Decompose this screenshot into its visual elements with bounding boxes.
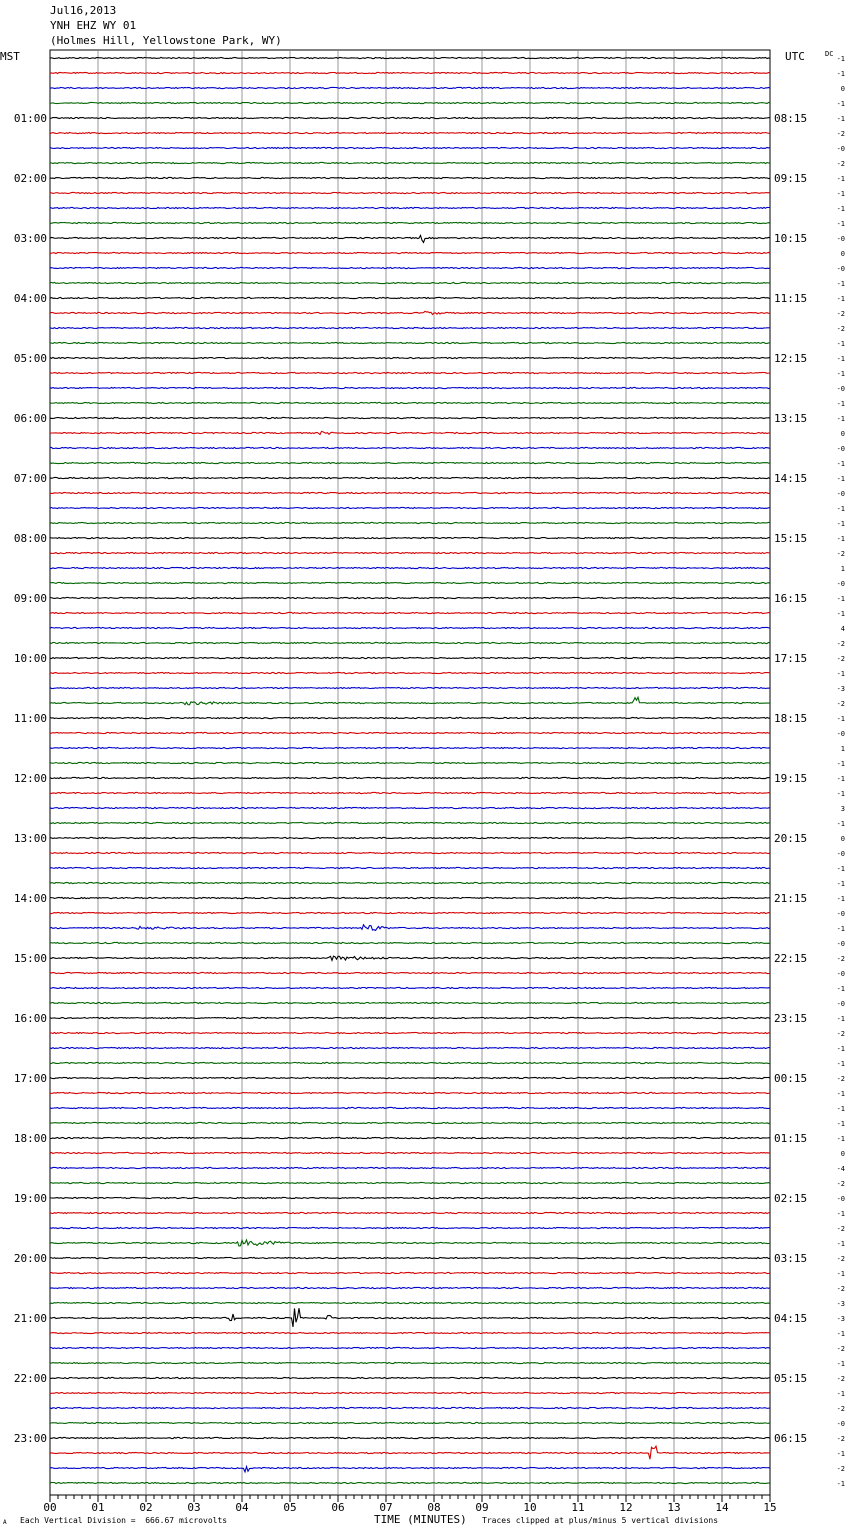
- seismic-trace: [50, 1047, 770, 1048]
- dc-offset-label: 4: [840, 625, 845, 633]
- seismic-trace: [50, 972, 770, 973]
- utc-hour-label: 03:15: [774, 1252, 808, 1265]
- seismic-trace: [50, 867, 770, 868]
- seismic-trace: [50, 1032, 770, 1033]
- dc-offset-label: -4: [836, 1165, 845, 1173]
- dc-offset-label: -1: [836, 1120, 845, 1128]
- dc-offset-label: -2: [836, 550, 845, 558]
- mst-hour-label: 09:00: [13, 592, 47, 605]
- seismic-trace: [50, 1422, 770, 1423]
- dc-offset-label: -0: [836, 265, 845, 273]
- utc-hour-label: 22:15: [774, 952, 808, 965]
- x-tick-label: 08: [427, 1501, 441, 1514]
- seismic-trace: [50, 1062, 770, 1063]
- mst-hour-label: 06:00: [13, 412, 47, 425]
- clip-note: Traces clipped at plus/minus 5 vertical divisions: [482, 1516, 719, 1525]
- dc-offset-label: -1: [836, 520, 845, 528]
- utc-hour-label: 12:15: [774, 352, 808, 365]
- seismic-trace: [50, 912, 770, 913]
- x-tick-label: 07: [379, 1501, 393, 1514]
- x-axis-label: TIME (MINUTES): [374, 1513, 467, 1526]
- seismic-trace: [50, 417, 770, 418]
- seismic-trace: [50, 87, 770, 88]
- dc-offset-label: -1: [836, 370, 845, 378]
- dc-offset-label: -1: [836, 985, 845, 993]
- mst-hour-label: 02:00: [13, 172, 47, 185]
- dc-offset-label: -2: [836, 1345, 845, 1353]
- x-tick-label: 03: [187, 1501, 201, 1514]
- mst-hour-label: 23:00: [13, 1432, 47, 1445]
- seismic-trace: [50, 1347, 770, 1348]
- mst-hour-label: 14:00: [13, 892, 47, 905]
- dc-offset-label: -2: [836, 1465, 845, 1473]
- dc-offset-label: -2: [836, 1285, 845, 1293]
- mst-hour-label: 12:00: [13, 772, 47, 785]
- seismic-trace: [50, 387, 770, 388]
- seismic-trace: [50, 747, 770, 748]
- dc-offset-label: -2: [836, 325, 845, 333]
- plot-frame: [50, 50, 770, 1495]
- utc-hour-label: 08:15: [774, 112, 808, 125]
- seismic-trace: [50, 235, 770, 242]
- dc-offset-label: -1: [836, 790, 845, 798]
- mst-hour-label: 08:00: [13, 532, 47, 545]
- seismic-trace: [50, 925, 770, 931]
- seismic-trace: [50, 1017, 770, 1018]
- seismic-trace: [50, 657, 770, 658]
- seismic-trace: [50, 431, 770, 434]
- dc-offset-label: -1: [836, 55, 845, 63]
- dc-offset-label: -1: [836, 1480, 845, 1488]
- right-timezone-label: UTC: [785, 50, 805, 63]
- dc-offset-label: -1: [836, 895, 845, 903]
- dc-offset-label: -1: [836, 925, 845, 933]
- mst-hour-label: 18:00: [13, 1132, 47, 1145]
- mst-hour-label: 16:00: [13, 1012, 47, 1025]
- dc-offset-label: -3: [836, 685, 845, 693]
- utc-hour-label: 21:15: [774, 892, 808, 905]
- mst-hour-label: 03:00: [13, 232, 47, 245]
- station-code: YNH EHZ WY 01: [50, 19, 137, 32]
- seismic-trace: [50, 267, 770, 268]
- seismic-trace: [50, 882, 770, 883]
- utc-hour-label: 01:15: [774, 1132, 808, 1145]
- dc-offset-label: -0: [836, 145, 845, 153]
- dc-offset-label: -0: [836, 385, 845, 393]
- seismic-trace: [50, 1167, 770, 1168]
- dc-offset-label: -2: [836, 655, 845, 663]
- utc-hour-label: 02:15: [774, 1192, 808, 1205]
- seismic-trace: [50, 1377, 770, 1378]
- dc-offset-label: -1: [836, 670, 845, 678]
- x-tick-label: 01: [91, 1501, 105, 1514]
- mst-hour-label: 15:00: [13, 952, 47, 965]
- scale-mark: A: [3, 1519, 7, 1526]
- dc-offset-label: -1: [836, 175, 845, 183]
- dc-offset-label: -1: [836, 610, 845, 618]
- utc-hour-label: 06:15: [774, 1432, 808, 1445]
- dc-offset-label: 0: [840, 85, 845, 93]
- dc-offset-label: -1: [836, 1210, 845, 1218]
- utc-hour-label: 04:15: [774, 1312, 808, 1325]
- dc-offset-label: -1: [836, 1060, 845, 1068]
- dc-offset-label: -0: [836, 850, 845, 858]
- dc-offset-label: -1: [836, 880, 845, 888]
- seismic-trace: [50, 357, 770, 358]
- seismic-trace: [50, 1287, 770, 1288]
- mst-hour-label: 19:00: [13, 1192, 47, 1205]
- seismic-trace: [50, 717, 770, 718]
- dc-offset-label: -1: [836, 295, 845, 303]
- seismic-trace: [50, 987, 770, 988]
- seismic-trace: [50, 342, 770, 343]
- seismic-trace: [50, 207, 770, 208]
- utc-hour-label: 10:15: [774, 232, 808, 245]
- seismic-trace: [50, 537, 770, 538]
- mst-hour-label: 17:00: [13, 1072, 47, 1085]
- dc-offset-label: -1: [836, 760, 845, 768]
- mst-hour-label: 11:00: [13, 712, 47, 725]
- seismic-trace: [50, 1227, 770, 1228]
- seismic-trace: [50, 147, 770, 148]
- dc-offset-label: -1: [836, 355, 845, 363]
- dc-offset-label: -1: [836, 205, 845, 213]
- seismic-trace: [50, 252, 770, 253]
- seismic-trace: [50, 297, 770, 298]
- utc-hour-label: 17:15: [774, 652, 808, 665]
- seismic-trace: [50, 1092, 770, 1093]
- dc-offset-label: -1: [836, 1270, 845, 1278]
- seismic-trace: [50, 162, 770, 163]
- mst-hour-label: 01:00: [13, 112, 47, 125]
- seismic-trace: [50, 447, 770, 448]
- seismic-trace: [50, 1467, 770, 1472]
- dc-offset-label: 0: [840, 250, 845, 258]
- seismic-trace: [50, 1240, 770, 1246]
- dc-offset-label: -3: [836, 1300, 845, 1308]
- dc-offset-label: -0: [836, 1195, 845, 1203]
- dc-offset-label: -2: [836, 160, 845, 168]
- utc-hour-label: 20:15: [774, 832, 808, 845]
- dc-offset-label: -1: [836, 505, 845, 513]
- dc-offset-label: 1: [840, 565, 845, 573]
- dc-offset-label: -1: [836, 1135, 845, 1143]
- dc-offset-label: -2: [836, 1405, 845, 1413]
- dc-offset-label: -1: [836, 340, 845, 348]
- seismic-trace: [50, 462, 770, 463]
- station-date: Jul16,2013: [50, 4, 117, 17]
- seismic-trace: [50, 582, 770, 583]
- dc-offset-label: -2: [836, 640, 845, 648]
- dc-offset-label: -1: [836, 415, 845, 423]
- dc-offset-label: -0: [836, 445, 845, 453]
- seismic-trace: [50, 942, 770, 943]
- dc-offset-label: -1: [836, 1390, 845, 1398]
- utc-hour-label: 23:15: [774, 1012, 808, 1025]
- mst-hour-label: 21:00: [13, 1312, 47, 1325]
- utc-hour-label: 11:15: [774, 292, 808, 305]
- dc-offset-label: -2: [836, 1030, 845, 1038]
- x-tick-label: 06: [331, 1501, 345, 1514]
- seismic-trace: [50, 477, 770, 478]
- dc-offset-label: -1: [836, 1015, 845, 1023]
- dc-offset-label: -1: [836, 100, 845, 108]
- seismic-trace: [50, 117, 770, 118]
- seismic-trace: [50, 492, 770, 493]
- x-tick-label: 12: [619, 1501, 633, 1514]
- seismic-trace: [50, 1308, 770, 1327]
- dc-offset-label: 0: [840, 430, 845, 438]
- x-tick-label: 04: [235, 1501, 249, 1514]
- x-tick-label: 09: [475, 1501, 489, 1514]
- dc-offset-label: -1: [836, 535, 845, 543]
- seismic-trace: [50, 822, 770, 823]
- utc-hour-label: 09:15: [774, 172, 808, 185]
- dc-offset-label: 0: [840, 835, 845, 843]
- dc-offset-label: -1: [836, 1330, 845, 1338]
- seismic-trace: [50, 522, 770, 523]
- seismic-trace: [50, 1137, 770, 1138]
- dc-label: DC: [825, 50, 834, 58]
- dc-offset-label: -1: [836, 400, 845, 408]
- dc-offset-label: -1: [836, 1045, 845, 1053]
- seismic-trace: [50, 642, 770, 643]
- dc-offset-label: -0: [836, 1420, 845, 1428]
- dc-offset-label: -1: [836, 820, 845, 828]
- x-tick-label: 00: [43, 1501, 57, 1514]
- dc-offset-label: -0: [836, 940, 845, 948]
- x-tick-label: 05: [283, 1501, 297, 1514]
- seismic-trace: [50, 687, 770, 688]
- seismic-trace: [50, 567, 770, 568]
- dc-offset-label: -1: [836, 1360, 845, 1368]
- dc-offset-label: 1: [840, 745, 845, 753]
- dc-offset-label: -1: [836, 1240, 845, 1248]
- seismic-trace: [50, 627, 770, 628]
- seismic-trace: [50, 956, 770, 960]
- dc-offset-label: -1: [836, 775, 845, 783]
- seismic-trace: [50, 177, 770, 178]
- dc-offset-label: -2: [836, 700, 845, 708]
- mst-hour-label: 05:00: [13, 352, 47, 365]
- x-tick-label: 15: [763, 1501, 777, 1514]
- dc-offset-label: -1: [836, 1090, 845, 1098]
- dc-offset-label: -0: [836, 490, 845, 498]
- utc-hour-label: 16:15: [774, 592, 808, 605]
- seismic-trace: [50, 1182, 770, 1183]
- x-tick-label: 11: [571, 1501, 585, 1514]
- seismic-trace: [50, 732, 770, 733]
- dc-offset-label: 0: [840, 1150, 845, 1158]
- scale-note: Each Vertical Division = 666.67 microvolts: [20, 1516, 228, 1525]
- seismic-trace: [50, 132, 770, 133]
- dc-offset-label: -0: [836, 730, 845, 738]
- mst-hour-label: 22:00: [13, 1372, 47, 1385]
- dc-offset-label: -2: [836, 130, 845, 138]
- seismic-trace: [50, 1002, 770, 1003]
- dc-offset-label: -1: [836, 475, 845, 483]
- seismic-trace: [50, 897, 770, 898]
- dc-offset-label: -0: [836, 970, 845, 978]
- utc-hour-label: 14:15: [774, 472, 808, 485]
- dc-offset-label: -0: [836, 1000, 845, 1008]
- seismic-trace: [50, 222, 770, 223]
- seismic-trace: [50, 777, 770, 778]
- seismic-trace: [50, 72, 770, 73]
- dc-offset-label: -1: [836, 460, 845, 468]
- seismic-trace: [50, 1122, 770, 1123]
- dc-offset-label: -2: [836, 1075, 845, 1083]
- seismic-trace: [50, 807, 770, 808]
- dc-offset-label: -3: [836, 1315, 845, 1323]
- seismic-trace: [50, 1437, 770, 1438]
- dc-offset-label: -1: [836, 190, 845, 198]
- seismic-trace: [50, 1152, 770, 1153]
- dc-offset-label: -0: [836, 910, 845, 918]
- mst-hour-label: 10:00: [13, 652, 47, 665]
- dc-offset-label: -0: [836, 235, 845, 243]
- station-location: (Holmes Hill, Yellowstone Park, WY): [50, 34, 282, 47]
- utc-hour-label: 05:15: [774, 1372, 808, 1385]
- seismic-trace: [50, 402, 770, 403]
- dc-offset-label: -1: [836, 220, 845, 228]
- utc-hour-label: 18:15: [774, 712, 808, 725]
- seismic-trace: [50, 507, 770, 508]
- mst-hour-label: 20:00: [13, 1252, 47, 1265]
- mst-hour-label: 04:00: [13, 292, 47, 305]
- dc-offset-label: -2: [836, 1180, 845, 1188]
- x-tick-label: 10: [523, 1501, 537, 1514]
- dc-offset-label: -1: [836, 280, 845, 288]
- seismic-trace: [50, 1362, 770, 1363]
- seismic-trace: [50, 1302, 770, 1303]
- utc-hour-label: 13:15: [774, 412, 808, 425]
- seismic-trace: [50, 1332, 770, 1333]
- dc-offset-label: -1: [836, 1450, 845, 1458]
- seismic-trace: [50, 311, 770, 314]
- dc-offset-label: -1: [836, 715, 845, 723]
- seismic-trace: [50, 282, 770, 283]
- seismic-trace: [50, 697, 770, 705]
- seismic-trace: [50, 852, 770, 853]
- mst-hour-label: 07:00: [13, 472, 47, 485]
- mst-hour-label: 13:00: [13, 832, 47, 845]
- seismic-trace: [50, 672, 770, 673]
- left-timezone-label: MST: [0, 50, 20, 63]
- utc-hour-label: 19:15: [774, 772, 808, 785]
- seismic-trace: [50, 102, 770, 103]
- seismic-trace: [50, 57, 770, 58]
- x-tick-label: 13: [667, 1501, 681, 1514]
- seismic-trace: [50, 1212, 770, 1213]
- seismic-trace: [50, 1407, 770, 1408]
- seismic-trace: [50, 762, 770, 763]
- seismic-trace: [50, 1446, 770, 1459]
- seismic-trace: [50, 1077, 770, 1078]
- dc-offset-label: -2: [836, 1375, 845, 1383]
- seismic-trace: [50, 1257, 770, 1258]
- dc-offset-label: -1: [836, 1105, 845, 1113]
- seismic-trace: [50, 612, 770, 613]
- seismic-trace: [50, 1197, 770, 1198]
- dc-offset-label: -2: [836, 1435, 845, 1443]
- x-tick-label: 14: [715, 1501, 729, 1514]
- dc-offset-label: -1: [836, 115, 845, 123]
- dc-offset-label: -1: [836, 865, 845, 873]
- seismic-trace: [50, 552, 770, 553]
- dc-offset-label: -0: [836, 580, 845, 588]
- seismic-trace: [50, 327, 770, 328]
- dc-offset-label: -1: [836, 595, 845, 603]
- utc-hour-label: 00:15: [774, 1072, 808, 1085]
- utc-hour-label: 15:15: [774, 532, 808, 545]
- seismic-trace: [50, 372, 770, 373]
- dc-offset-label: -2: [836, 955, 845, 963]
- x-tick-label: 02: [139, 1501, 153, 1514]
- seismic-trace: [50, 1392, 770, 1393]
- seismic-trace: [50, 792, 770, 793]
- dc-offset-label: -2: [836, 1225, 845, 1233]
- dc-offset-label: -1: [836, 70, 845, 78]
- seismic-trace: [50, 192, 770, 193]
- dc-offset-label: -2: [836, 310, 845, 318]
- seismic-trace: [50, 1107, 770, 1108]
- seismic-trace: [50, 1482, 770, 1483]
- seismic-trace: [50, 1272, 770, 1273]
- seismic-trace: [50, 597, 770, 598]
- dc-offset-label: -2: [836, 1255, 845, 1263]
- seismic-trace: [50, 837, 770, 838]
- dc-offset-label: 3: [840, 805, 845, 813]
